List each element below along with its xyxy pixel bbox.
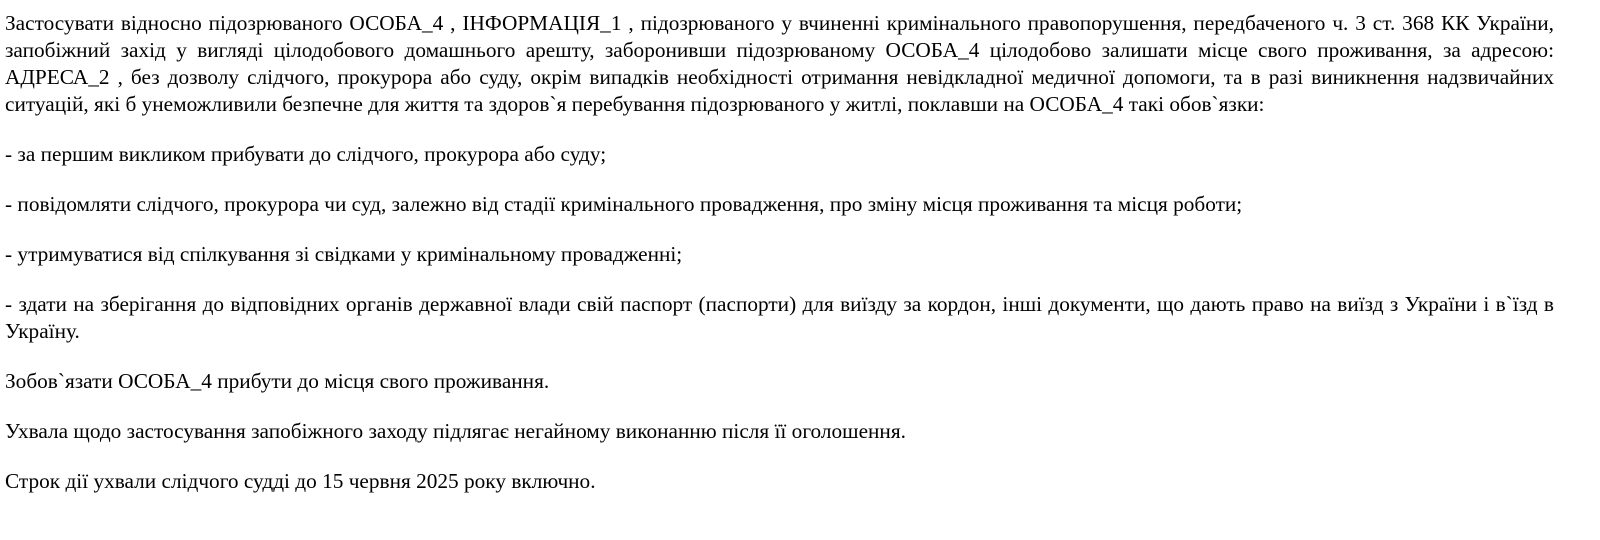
paragraph-oblige-arrive: Зобов`язати ОСОБА_4 прибути до місця свого проживання. <box>5 369 550 393</box>
paragraph-immediate-execution: Ухвала щодо застосування запобіжного заходу підлягає негайному виконанню після її оголошення. <box>5 419 906 443</box>
paragraph-obligation-notify: - повідомляти слідчого, прокурора чи суд, залежно від стадії кримінального провадження, про зміну місця проживання та місця роботи; <box>5 192 1243 216</box>
paragraph-obligation-passport: - здати на зберігання до відповідних органів державної влади свій паспорт (паспорти) для виїзду за кордон, інші документи, що дають право на виїзд з України і в`їзд в Україну. <box>5 292 1554 343</box>
paragraph-obligation-refrain: - утримуватися від спілкування зі свідками у кримінальному провадженні; <box>5 242 683 266</box>
paragraph-measure: Застосувати відносно підозрюваного ОСОБА_4 , ІНФОРМАЦІЯ_1 , підозрюваного у вчиненні кримінального правопорушення, передбаченого ч. 3 ст. 368 КК України, запобіжний захід у вигляді цілодобового домашнього арешту, заборонивши підозрюваному ОСОБА_4 цілодобово залишати місце свого проживання, за адресою: АДРЕСА_2 , без дозволу слідчого, прокурора або суду, окрім випадків необхідності отримання невідкладної медичної допомоги, та в разі виникнення надзвичайних ситуацій, які б унеможливили безпечне для життя та здоров`я перебування підозрюваного у житлі, поклавши на ОСОБА_4 такі обов`язки: <box>5 11 1554 116</box>
paragraph-validity-term: Строк дії ухвали слідчого судді до 15 червня 2025 року включно. <box>5 469 596 493</box>
paragraph-obligation-appear: - за першим викликом прибувати до слідчого, прокурора або суду; <box>5 142 607 166</box>
